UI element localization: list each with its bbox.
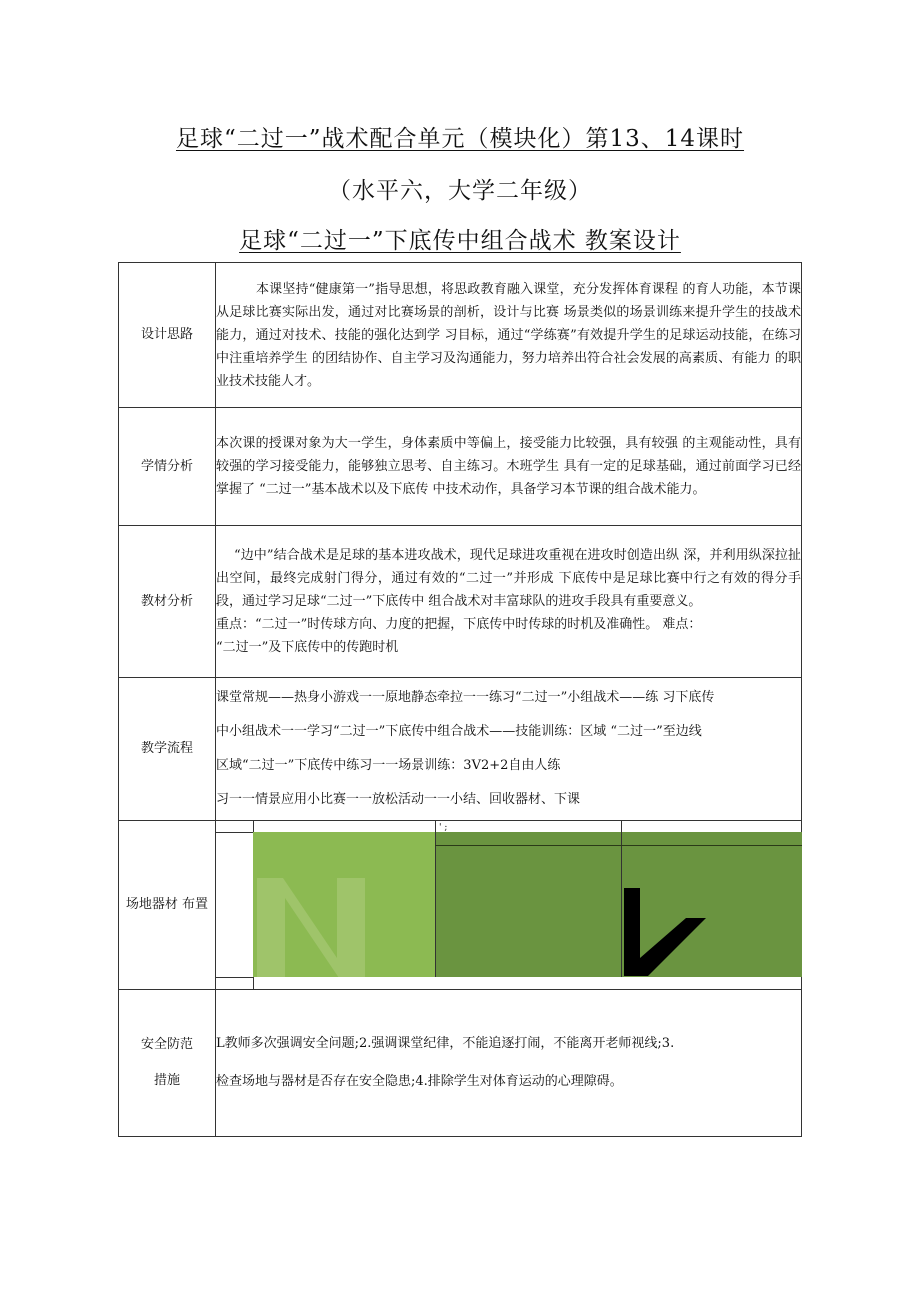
row-content-venue xyxy=(216,821,802,990)
field-rule-bottom-left xyxy=(216,977,253,978)
field-zone-right-header xyxy=(435,832,802,845)
materials-difficulty: “二过一”及下底传中的传跑时机 xyxy=(216,640,399,655)
process-line: 中小组战术一一学习“二过一”下底传中组合战术——技能训练：区域 “二过一”至边线 xyxy=(216,724,702,739)
field-zone-right xyxy=(435,845,802,977)
safety-line-2: 检查场地与器材是否存在安全隐患;4.排除学生对体育运动的心理隙碍。 xyxy=(216,1074,623,1089)
row-content-learners xyxy=(216,408,802,526)
row-safety xyxy=(119,990,802,1137)
title-line-2 xyxy=(0,172,920,205)
process-line: 区域“二过一”下底传中练习一一场景训练：3V2+2自由人练 xyxy=(216,758,561,773)
materials-text: “边中”结合战术是足球的基本进攻战术，现代足球进攻重视在进攻时创造出纵 深，并利用纵深拉扯出空间，最终完成射门得分，通过有效的“二过一”并形成 下底传中是足球比赛中行之有效的得分手段，通过学习足球“二过一”下底传中 组合战术对丰富球队的进攻手段具有重要意义。 xyxy=(216,548,801,609)
field-layout-diagram xyxy=(216,821,802,989)
learners-text: 本次课的授课对象为大一学生，身体素质中等偏上，接受能力比较强，具有较强 的主观能动性，具有较强的学习接受能力，能够独立思考、自主练习。木班学生 具有一定的足球基础，通过前面学习已经掌握了 “二过一”基本战术以及下底传 中技术动作，具备学习本节课的组合战术能力。 xyxy=(216,436,801,497)
k-marking-icon xyxy=(620,888,716,978)
safety-label-line-1: 安全防范 xyxy=(140,1037,193,1052)
row-label-design: 设计思路 xyxy=(119,263,216,408)
materials-key-points: 重点：“二过一”时传球方向、力度的把握，下底传中时传球的时机及准确性。 难点： xyxy=(216,617,702,632)
process-line: 课堂常规——热身小游戏一一原地静态牵拉一一练习“二过一”小组战术——练 习下底传 xyxy=(216,690,715,705)
design-text: 本课坚持“健康第一”指导思想，将思政教育融入课堂，充分发挥体育课程 的育人功能，本节课从足球比赛实际出发，通过对比赛场景的剖析，设计与比赛 场景类似的场景训练来提升学生的技战术能力，通过对技术、技能的强化达到学 习目标，通过“学练赛”有效提升学生的足球运动技能，在练习中注重培养学生 的团结协作、自主学习及沟通能力，努力培养出符合社会发展的高素质、有能力 的职业技术技能人才。 xyxy=(216,281,801,389)
row-materials xyxy=(119,526,802,678)
title-line-3-text: 足球“二过一”下底传中组合战术 教案设计 xyxy=(239,228,681,254)
title-line-1 xyxy=(0,120,920,153)
row-label-materials: 教材分析 xyxy=(119,526,216,678)
row-label-venue: 场地器材 布置 xyxy=(119,821,216,990)
field-top-mark: ' ; xyxy=(439,823,448,833)
row-venue xyxy=(119,821,802,990)
n-marking-icon xyxy=(253,862,373,977)
title-line-2-text: （水平六，大学二年级） xyxy=(328,178,592,204)
row-design xyxy=(119,263,802,408)
row-label-learners: 学情分析 xyxy=(119,408,216,526)
lesson-plan-table xyxy=(118,262,802,1137)
row-content-design xyxy=(216,263,802,408)
row-content-process xyxy=(216,678,802,821)
process-line: 习一一情景应用小比赛一一放松活动一一小结、回收器材、下课 xyxy=(216,792,581,807)
safety-label-line-2: 措施 xyxy=(153,1073,180,1088)
safety-line-1: L教师多次强调安全问题;2.强调课堂纪律，不能追逐打闹，不能离开老师视线;3. xyxy=(216,1036,675,1051)
field-inner-rule xyxy=(435,845,802,846)
title-line-3 xyxy=(0,222,920,255)
row-learners xyxy=(119,408,802,526)
row-content-safety xyxy=(216,990,802,1137)
row-label-process: 教学流程 xyxy=(119,678,216,821)
row-process xyxy=(119,678,802,821)
row-label-safety xyxy=(119,990,216,1137)
field-zone-left xyxy=(253,832,435,977)
title-line-1-text: 足球“二过一”战术配合单元（模块化）第13、14课时 xyxy=(175,126,745,152)
row-content-materials xyxy=(216,526,802,678)
